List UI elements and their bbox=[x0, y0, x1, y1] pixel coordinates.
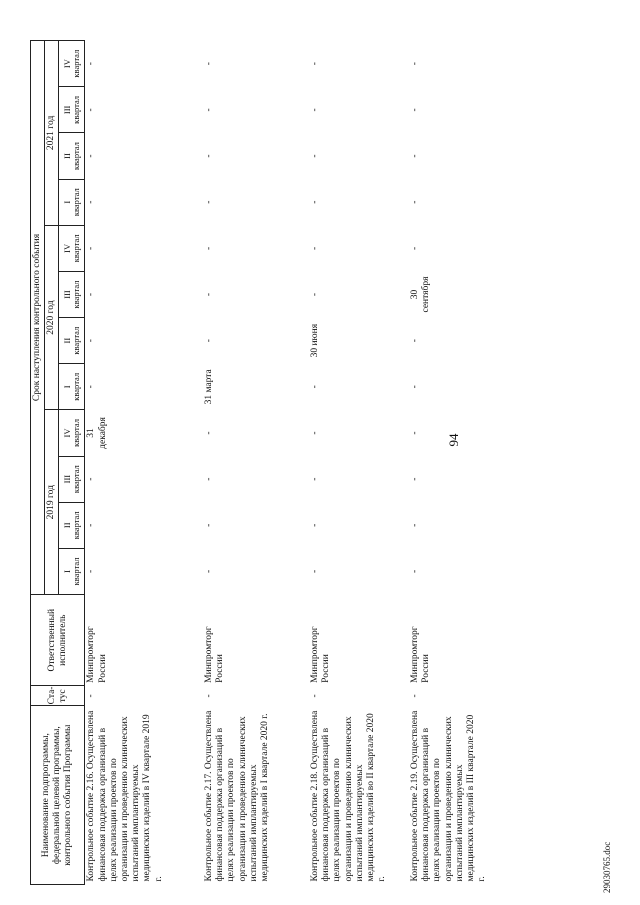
deadline-cell: - bbox=[309, 200, 320, 204]
deadline-cell: - bbox=[309, 385, 320, 389]
deadline-cell: - bbox=[86, 154, 97, 158]
deadline-cell: - bbox=[86, 385, 97, 389]
deadline-cell: - bbox=[409, 431, 420, 435]
event-responsible: Минпромторг России bbox=[409, 626, 432, 683]
event-responsible: Минпромторг России bbox=[203, 626, 226, 683]
quarter-numeral: II bbox=[61, 337, 72, 344]
table-row bbox=[203, 41, 309, 885]
deadline-cell: - bbox=[309, 62, 320, 66]
header-responsible: Ответственный исполнитель bbox=[31, 595, 85, 686]
deadline-cell: - bbox=[309, 292, 320, 297]
header-quarter bbox=[59, 87, 85, 133]
deadline-cell: - bbox=[203, 246, 214, 250]
quarter-numeral: III bbox=[61, 474, 72, 484]
quarter-word: квартал bbox=[70, 419, 81, 447]
deadline-cell: - bbox=[409, 108, 420, 112]
event-responsible: Минпромторг России bbox=[309, 626, 332, 683]
quarter-numeral: III bbox=[61, 290, 72, 299]
deadline-cell: - bbox=[86, 477, 97, 481]
deadline-cell: - bbox=[203, 339, 214, 343]
quarter-word: квартал bbox=[70, 465, 81, 494]
deadline-cell: - bbox=[309, 523, 320, 527]
header-quarter bbox=[59, 179, 85, 225]
deadline-cell: - bbox=[409, 523, 420, 527]
deadline-cell: - bbox=[86, 292, 97, 297]
quarter-word: квартал bbox=[70, 511, 81, 540]
quarter-numeral: I bbox=[61, 385, 72, 389]
quarter-numeral: I bbox=[61, 570, 72, 573]
deadline-cell: - bbox=[203, 154, 214, 158]
quarter-word: квартал bbox=[70, 557, 81, 586]
deadline-cell: 30 сентября bbox=[409, 276, 432, 313]
deadline-cell: - bbox=[309, 431, 320, 435]
header-year-2020: 2020 год bbox=[45, 225, 59, 410]
deadline-cell: - bbox=[203, 477, 214, 481]
quarter-numeral: IV bbox=[61, 59, 72, 69]
event-status: - bbox=[309, 694, 320, 698]
event-status: - bbox=[409, 694, 420, 698]
quarter-numeral: III bbox=[61, 105, 72, 115]
document-id: 29030765.doc bbox=[602, 841, 612, 893]
deadline-cell: 30 июня bbox=[309, 323, 320, 358]
deadline-cell: - bbox=[86, 523, 97, 527]
deadline-cell: - bbox=[309, 246, 320, 250]
header-quarter bbox=[59, 364, 85, 410]
quarter-numeral: II bbox=[61, 153, 72, 159]
event-status: - bbox=[203, 694, 214, 698]
header-quarter bbox=[59, 133, 85, 179]
quarter-word: квартал bbox=[70, 372, 81, 401]
header-quarter bbox=[59, 410, 85, 456]
deadline-cell: - bbox=[203, 292, 214, 297]
event-name: Контрольное событие 2.18. Осуществлена финансовая поддержка организаций в целях реализации проектов по организации и проведению клинических испытаний имплантируемых медицинских изделий во II квартале 2020 г. bbox=[309, 710, 388, 882]
quarter-word: квартал bbox=[70, 95, 81, 124]
header-quarter bbox=[59, 271, 85, 317]
deadline-cell: - bbox=[203, 523, 214, 527]
quarter-word: квартал bbox=[70, 234, 81, 263]
deadline-cell: - bbox=[203, 108, 214, 112]
deadline-cell: - bbox=[86, 62, 97, 66]
deadline-cell: - bbox=[409, 477, 420, 481]
deadline-cell: - bbox=[309, 569, 320, 574]
deadline-cell: - bbox=[86, 569, 97, 574]
quarter-word: квартал bbox=[70, 49, 81, 78]
deadline-cell: 31 марта bbox=[203, 369, 214, 405]
header-quarter bbox=[59, 548, 85, 594]
event-name: Контрольное событие 2.19. Осуществлена финансовая поддержка организаций в целях реализации проектов по организации и проведению клинических испытаний имплантируемых медицинских изделий в III квартале 2020 г. bbox=[409, 710, 488, 882]
control-events-table bbox=[30, 40, 527, 885]
header-year-2021: 2021 год bbox=[45, 41, 59, 226]
quarter-word: квартал bbox=[70, 280, 81, 309]
header-status: Ста-тус bbox=[31, 686, 85, 706]
page-number: 94 bbox=[446, 433, 461, 447]
deadline-cell: 31 декабря bbox=[86, 417, 108, 449]
quarter-word: квартал bbox=[70, 188, 81, 217]
deadline-cell: - bbox=[409, 339, 420, 343]
deadline-cell: - bbox=[309, 108, 320, 112]
header-name: Наименование подпрограммы, федеральной целевой программы, контрольного события Программы bbox=[31, 706, 85, 885]
deadline-cell: - bbox=[86, 108, 97, 112]
deadline-cell: - bbox=[409, 200, 420, 204]
header-quarter bbox=[59, 41, 85, 87]
event-name: Контрольное событие 2.16. Осуществлена финансовая поддержка организаций в целях реализации проектов по организации и проведению клинических испытаний имплантируемых медицинских изделий в IV квартале 2019 г. bbox=[86, 710, 164, 882]
deadline-cell: - bbox=[203, 62, 214, 66]
quarter-word: квартал bbox=[70, 142, 81, 170]
deadline-cell: - bbox=[309, 154, 320, 158]
deadline-cell: - bbox=[86, 339, 97, 343]
table-row bbox=[85, 41, 203, 885]
deadline-cell: - bbox=[409, 154, 420, 158]
header-deadline-group: Срок наступления контрольного события bbox=[31, 41, 45, 595]
table-row bbox=[309, 41, 409, 885]
deadline-cell: - bbox=[309, 477, 320, 481]
quarter-numeral: IV bbox=[61, 243, 72, 253]
quarter-numeral: IV bbox=[61, 428, 72, 438]
quarter-word: квартал bbox=[70, 326, 81, 355]
deadline-cell: - bbox=[86, 200, 97, 204]
event-status: - bbox=[86, 694, 97, 698]
deadline-cell: - bbox=[203, 431, 214, 435]
header-quarter bbox=[59, 318, 85, 364]
deadline-cell: - bbox=[409, 385, 420, 389]
deadline-cell: - bbox=[203, 569, 214, 574]
deadline-cell: - bbox=[86, 246, 97, 250]
header-quarter bbox=[59, 502, 85, 548]
header-year-2019: 2019 год bbox=[45, 410, 59, 595]
deadline-cell: - bbox=[203, 200, 214, 204]
header-quarter bbox=[59, 456, 85, 502]
event-responsible: Минпромторг России bbox=[86, 626, 108, 683]
quarter-numeral: I bbox=[61, 200, 72, 204]
event-name: Контрольное событие 2.17. Осуществлена финансовая поддержка организаций в целях реализации проектов по организации и проведению клинических испытаний имплантируемых медицинских изделий в I квартале 2020 г. bbox=[203, 710, 270, 882]
quarter-numeral: II bbox=[61, 522, 72, 529]
deadline-cell: - bbox=[409, 246, 420, 250]
deadline-cell: - bbox=[409, 569, 420, 574]
deadline-cell: - bbox=[409, 62, 420, 66]
header-quarter bbox=[59, 225, 85, 271]
table-row bbox=[409, 41, 527, 885]
